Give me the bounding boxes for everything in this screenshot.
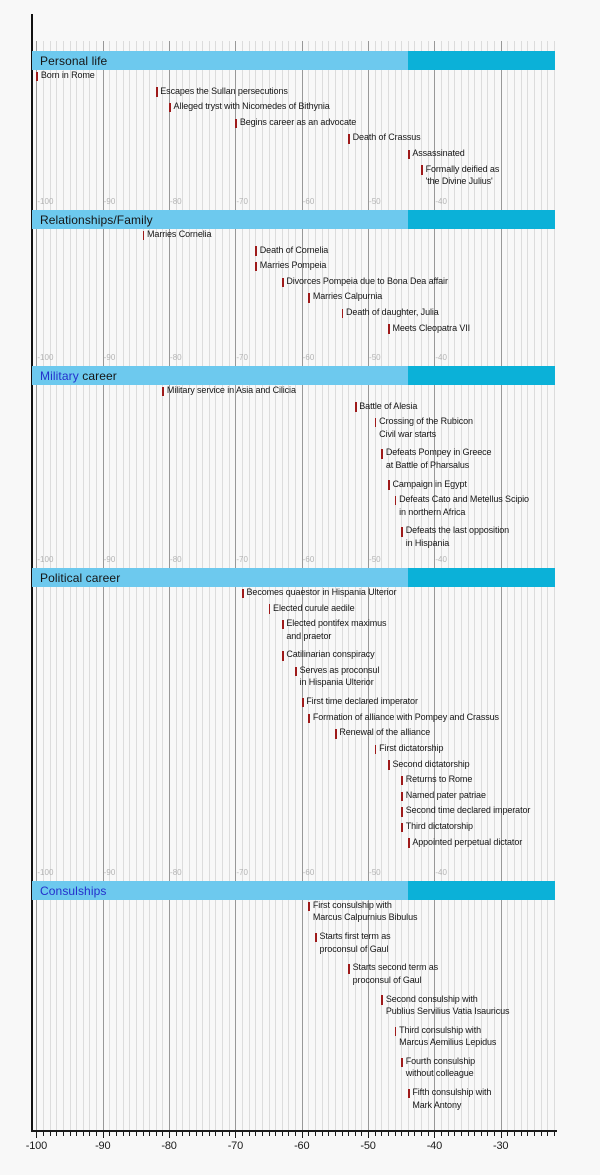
section-header-bar-dark xyxy=(408,210,555,229)
event-tick xyxy=(308,293,310,303)
event-label: Second consulship with xyxy=(385,993,478,1004)
section-axis-faint-label: -100 xyxy=(37,868,54,877)
event-label: Alleged tryst with Nicomedes of Bithynia xyxy=(173,101,330,112)
section-axis-faint-label: -80 xyxy=(170,353,182,362)
section-axis-faint-label: -60 xyxy=(302,353,315,362)
event-label: Meets Cleopatra VII xyxy=(392,322,471,333)
x-axis-minor-tick xyxy=(89,1132,90,1136)
event-label: Returns to Rome xyxy=(405,774,473,785)
event-label: in Hispania Ulterior xyxy=(299,677,374,688)
event-tick xyxy=(242,589,244,599)
event-tick xyxy=(395,1027,397,1037)
event-label: Formally deified as xyxy=(425,163,500,174)
event-tick xyxy=(421,165,423,175)
x-axis-minor-tick xyxy=(70,1132,71,1136)
section-axis-faint-label: -80 xyxy=(170,555,182,564)
event-label: Marcus Aemilius Lepidus xyxy=(399,1037,497,1048)
event-tick xyxy=(408,150,410,160)
section-axis-faint-label: -100 xyxy=(37,555,54,564)
x-axis-minor-tick xyxy=(222,1132,223,1136)
x-axis-minor-tick xyxy=(43,1132,44,1136)
event-tick xyxy=(355,402,357,412)
event-label: Military service in Asia and Cilicia xyxy=(166,385,296,395)
event-label: Marries Cornelia xyxy=(147,229,212,239)
x-axis-minor-tick xyxy=(282,1132,283,1136)
section-title-consulships xyxy=(40,884,106,898)
event-label: Second time declared imperator xyxy=(405,805,531,816)
event-label: Appointed perpetual dictator xyxy=(412,836,523,847)
event-tick xyxy=(302,698,304,708)
x-axis-minor-tick xyxy=(375,1132,376,1136)
x-axis-minor-tick xyxy=(335,1132,336,1136)
section-axis-faint-label: -40 xyxy=(435,197,447,206)
x-axis-minor-tick xyxy=(348,1132,349,1136)
x-axis-minor-tick xyxy=(381,1132,382,1136)
section-axis-faint-label: -50 xyxy=(369,868,381,877)
x-axis-minor-tick xyxy=(527,1132,528,1136)
x-axis-minor-tick xyxy=(414,1132,415,1136)
x-axis-minor-tick xyxy=(109,1132,110,1136)
event-tick xyxy=(388,324,390,334)
x-axis-minor-tick xyxy=(182,1132,183,1136)
x-axis-minor-tick xyxy=(202,1132,203,1136)
x-axis-minor-tick xyxy=(143,1132,144,1136)
event-tick xyxy=(408,838,410,848)
event-tick xyxy=(401,823,403,833)
event-tick xyxy=(381,995,383,1005)
x-axis-minor-tick xyxy=(454,1132,455,1136)
x-axis-minor-tick xyxy=(487,1132,488,1136)
x-axis-minor-tick xyxy=(63,1132,64,1136)
event-label: Death of Cornelia xyxy=(259,244,329,255)
event-label: at Battle of Pharsalus xyxy=(385,459,470,470)
event-tick xyxy=(395,496,397,506)
x-axis-minor-tick xyxy=(242,1132,243,1136)
event-label: proconsul of Gaul xyxy=(352,974,422,985)
x-axis-minor-tick xyxy=(96,1132,97,1136)
event-label: Battle of Alesia xyxy=(359,400,418,411)
x-axis-major-tick xyxy=(302,1132,303,1138)
event-label: in northern Africa xyxy=(399,506,466,517)
section-axis-faint-label: -40 xyxy=(435,353,447,362)
event-label: Marries Pompeia xyxy=(259,260,327,271)
x-axis-minor-tick xyxy=(295,1132,296,1136)
event-tick xyxy=(269,604,271,614)
x-axis-minor-tick xyxy=(534,1132,535,1136)
event-label: Serves as proconsul xyxy=(299,665,380,675)
event-label: First consulship with xyxy=(312,900,392,910)
x-axis-minor-tick xyxy=(262,1132,263,1136)
event-label: Becomes quaestor in Hispania Ulterior xyxy=(246,587,397,597)
x-axis-minor-tick xyxy=(50,1132,51,1136)
event-tick xyxy=(235,119,237,129)
x-axis-minor-tick xyxy=(215,1132,216,1136)
x-axis-minor-tick xyxy=(176,1132,177,1136)
x-axis-minor-tick xyxy=(123,1132,124,1136)
event-tick xyxy=(375,418,377,428)
x-axis-minor-tick xyxy=(474,1132,475,1136)
event-tick xyxy=(282,620,284,630)
x-axis-minor-tick xyxy=(388,1132,389,1136)
section-axis-faint-label: -100 xyxy=(37,353,54,362)
x-axis-label: -40 xyxy=(426,1140,443,1152)
x-axis-minor-tick xyxy=(448,1132,449,1136)
event-label: Assassinated xyxy=(412,148,465,158)
event-label: Fifth consulship with xyxy=(412,1087,492,1098)
x-axis-minor-tick xyxy=(408,1132,409,1136)
x-axis-minor-tick xyxy=(149,1132,150,1136)
event-tick xyxy=(348,964,350,974)
x-axis-minor-tick xyxy=(156,1132,157,1136)
event-label: Escapes the Sullan persecutions xyxy=(160,85,288,96)
section-title-personal-life xyxy=(40,54,107,68)
event-tick xyxy=(308,714,310,724)
section-axis-faint-label: -90 xyxy=(103,197,116,206)
x-axis-minor-tick xyxy=(209,1132,210,1136)
x-axis-major-tick xyxy=(368,1132,369,1138)
x-axis-minor-tick xyxy=(328,1132,329,1136)
x-axis-major-tick xyxy=(235,1132,236,1138)
event-label: Starts first term as xyxy=(319,931,391,942)
x-axis-minor-tick xyxy=(83,1132,84,1136)
x-axis-minor-tick xyxy=(421,1132,422,1136)
event-label: Catilinarian conspiracy xyxy=(286,649,375,660)
section-title-text: career xyxy=(78,368,117,383)
event-label: Marries Calpurnia xyxy=(312,291,383,302)
x-axis-minor-tick xyxy=(507,1132,508,1136)
x-axis-minor-tick xyxy=(521,1132,522,1136)
x-axis-minor-tick xyxy=(255,1132,256,1136)
event-tick xyxy=(401,807,403,817)
x-axis-minor-tick xyxy=(308,1132,309,1136)
event-label: 'the Divine Julius' xyxy=(425,175,493,186)
x-axis-minor-tick xyxy=(162,1132,163,1136)
event-label: Renewal of the alliance xyxy=(339,727,431,738)
x-axis-minor-tick xyxy=(269,1132,270,1136)
x-axis-minor-tick xyxy=(554,1132,555,1136)
x-axis-label: -80 xyxy=(161,1140,177,1152)
section-axis-faint-label: -70 xyxy=(236,353,248,362)
event-tick xyxy=(143,231,145,241)
x-axis-minor-tick xyxy=(76,1132,77,1136)
x-axis-minor-tick xyxy=(355,1132,356,1136)
event-label: Defeats Pompey in Greece xyxy=(385,447,492,458)
event-label: Fourth consulship xyxy=(405,1056,476,1066)
event-tick xyxy=(401,1058,403,1068)
x-axis-minor-tick xyxy=(288,1132,289,1136)
x-axis-minor-tick xyxy=(547,1132,548,1136)
x-axis-minor-tick xyxy=(481,1132,482,1136)
event-label: in Hispania xyxy=(405,537,450,548)
event-tick xyxy=(308,902,310,912)
x-axis-minor-tick xyxy=(322,1132,323,1136)
x-axis-minor-tick xyxy=(56,1132,57,1136)
section-axis-faint-label: -70 xyxy=(236,555,248,564)
x-axis-label: -100 xyxy=(25,1140,47,1152)
event-label: Crossing of the Rubicon xyxy=(379,416,473,427)
event-tick xyxy=(401,776,403,786)
event-tick xyxy=(388,760,390,770)
event-label: Death of daughter, Julia xyxy=(346,307,439,317)
x-axis-minor-tick xyxy=(136,1132,137,1136)
event-label: Elected curule aedile xyxy=(273,602,355,613)
section-title-link[interactable]: Military xyxy=(40,368,79,383)
section-axis-faint-label: -90 xyxy=(103,353,116,362)
section-header-bar-dark xyxy=(408,51,555,70)
event-tick xyxy=(375,745,377,755)
x-axis-label: -60 xyxy=(294,1140,310,1152)
x-axis-minor-tick xyxy=(315,1132,316,1136)
section-title-text: Personal life xyxy=(40,53,108,68)
event-tick xyxy=(255,262,257,272)
event-tick xyxy=(315,933,317,943)
event-label: Formation of alliance with Pompey and Crassus xyxy=(312,711,499,722)
x-axis-major-tick xyxy=(103,1132,104,1138)
section-title-political-career xyxy=(40,571,120,585)
event-label: Named pater patriae xyxy=(405,789,486,800)
x-axis-minor-tick xyxy=(275,1132,276,1136)
x-axis-minor-tick xyxy=(514,1132,515,1136)
x-axis-minor-tick xyxy=(494,1132,495,1136)
section-title-military-career xyxy=(40,369,117,383)
event-label: First time declared imperator xyxy=(306,696,418,707)
section-axis-faint-label: -40 xyxy=(435,868,447,877)
event-tick xyxy=(162,387,164,397)
event-label: Death of Crassus xyxy=(352,132,421,143)
event-label: Begins career as an advocate xyxy=(239,116,357,127)
x-axis-minor-tick xyxy=(196,1132,197,1136)
event-tick xyxy=(282,278,284,288)
event-label: Starts second term as xyxy=(352,962,439,973)
event-label: and praetor xyxy=(286,630,332,641)
x-axis-label: -50 xyxy=(360,1140,376,1152)
section-axis-faint-label: -60 xyxy=(302,197,315,206)
event-label: without colleague xyxy=(405,1068,474,1079)
event-label: Campaign in Egypt xyxy=(392,478,467,489)
section-axis-faint-label: -100 xyxy=(37,197,54,206)
x-axis-minor-tick xyxy=(342,1132,343,1136)
section-axis-faint-label: -50 xyxy=(369,555,381,564)
x-axis-minor-tick xyxy=(461,1132,462,1136)
event-label: Defeats Cato and Metellus Scipio xyxy=(399,494,529,505)
x-axis-minor-tick xyxy=(189,1132,190,1136)
x-axis-label: -70 xyxy=(227,1140,244,1152)
event-tick xyxy=(295,667,297,677)
section-header-bar-dark xyxy=(408,881,555,900)
event-label: Civil war starts xyxy=(379,428,437,439)
section-axis-faint-label: -80 xyxy=(170,197,182,206)
event-label: Second dictatorship xyxy=(392,758,470,769)
event-label: First dictatorship xyxy=(379,743,444,753)
section-title-text: Political career xyxy=(40,570,121,585)
event-label: Born in Rome xyxy=(40,70,95,80)
event-tick xyxy=(335,729,337,739)
x-axis-label: -30 xyxy=(493,1140,509,1152)
event-label: Elected pontifex maximus xyxy=(286,618,387,629)
event-tick xyxy=(348,134,350,144)
x-axis-major-tick xyxy=(36,1132,37,1138)
event-tick xyxy=(255,246,257,256)
section-header-bar-dark xyxy=(408,568,555,587)
section-axis-faint-label: -70 xyxy=(236,868,248,877)
section-axis-faint-label: -80 xyxy=(170,868,182,877)
section-axis-faint-label: -60 xyxy=(302,868,315,877)
x-axis-minor-tick xyxy=(541,1132,542,1136)
section-axis-faint-label: -40 xyxy=(435,555,447,564)
section-title-link[interactable]: Consulships xyxy=(40,883,107,898)
section-axis-faint-label: -50 xyxy=(369,197,381,206)
section-axis-faint-label: -70 xyxy=(236,197,248,206)
event-tick xyxy=(342,309,344,319)
x-axis-minor-tick xyxy=(361,1132,362,1136)
event-tick xyxy=(401,792,403,802)
x-axis-minor-tick xyxy=(129,1132,130,1136)
event-tick xyxy=(169,103,171,113)
event-label: Divorces Pompeia due to Bona Dea affair xyxy=(286,275,448,286)
event-tick xyxy=(408,1089,410,1099)
event-label: proconsul of Gaul xyxy=(319,943,389,954)
section-axis-faint-label: -60 xyxy=(302,555,315,564)
event-label: Defeats the last opposition xyxy=(405,525,510,536)
event-label: Third dictatorship xyxy=(405,821,473,831)
x-axis-minor-tick xyxy=(401,1132,402,1136)
x-axis-minor-tick xyxy=(441,1132,442,1136)
event-label: Publius Servilius Vatia Isauricus xyxy=(385,1005,510,1016)
x-axis-major-tick xyxy=(169,1132,170,1138)
x-axis-label: -90 xyxy=(95,1140,111,1152)
x-axis-minor-tick xyxy=(428,1132,429,1136)
x-axis-minor-tick xyxy=(468,1132,469,1136)
x-axis-minor-tick xyxy=(116,1132,117,1136)
event-tick xyxy=(282,651,284,661)
event-tick xyxy=(36,72,38,82)
x-axis-minor-tick xyxy=(229,1132,230,1136)
x-axis-major-tick xyxy=(501,1132,502,1138)
section-axis-faint-label: -50 xyxy=(369,353,381,362)
x-axis-minor-tick xyxy=(249,1132,250,1136)
x-axis-major-tick xyxy=(434,1132,435,1138)
section-axis-faint-label: -90 xyxy=(103,868,116,877)
section-header-bar-dark xyxy=(408,366,555,385)
event-tick xyxy=(388,480,390,490)
section-title-relationships-family xyxy=(40,213,153,227)
event-label: Mark Antony xyxy=(412,1099,462,1110)
event-tick xyxy=(401,527,403,537)
x-axis-minor-tick xyxy=(395,1132,396,1136)
section-axis-faint-label: -90 xyxy=(103,555,116,564)
event-tick xyxy=(156,87,158,97)
event-label: Third consulship with xyxy=(399,1024,482,1035)
event-label: Marcus Calpurnius Bibulus xyxy=(312,912,418,923)
event-tick xyxy=(381,449,383,459)
section-title-text: Relationships/Family xyxy=(40,212,153,227)
